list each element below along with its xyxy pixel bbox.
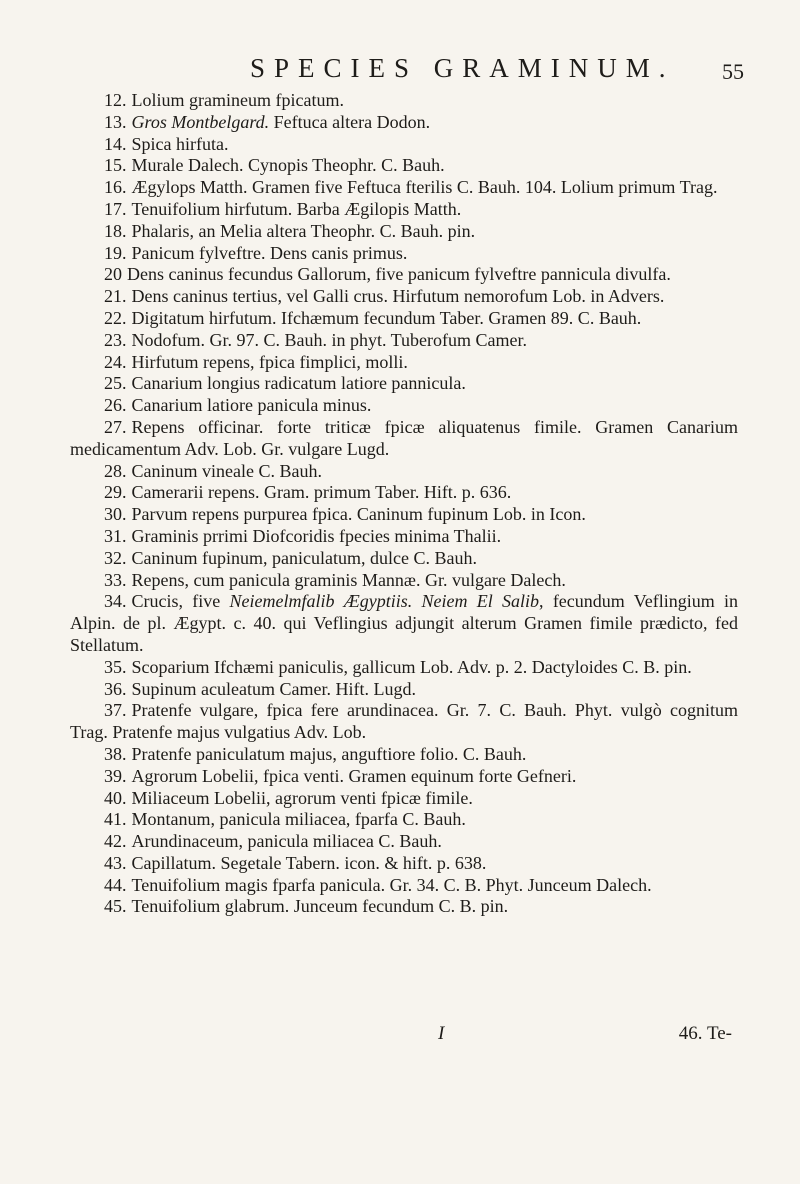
list-item: 39. Agrorum Lobelii, fpica venti. Gramen equinum forte Gefneri. xyxy=(104,765,577,786)
list-item: 16. Ægylops Matth. Gramen five Feftuca fterilis C. Bauh. 104. Lolium primum Trag. xyxy=(104,177,718,198)
list-item: 26. Canarium latiore panicula minus. xyxy=(104,395,372,416)
list-item: 14. Spica hirfuta. xyxy=(104,133,229,154)
list-item: 45. Tenuifolium glabrum. Junceum fecundum C. B. pin. xyxy=(104,896,509,917)
signature-mark: I xyxy=(438,1023,445,1044)
list-item: 25. Canarium longius radicatum latiore pannicula. xyxy=(104,373,466,394)
list-item: 21. Dens caninus tertius, vel Galli crus. Hirfutum nemorofum Lob. in Advers. xyxy=(104,286,665,307)
list-item: 44. Tenuifolium magis fparfa panicula. Gr. 34. C. B. Phyt. Junceum Dalech. xyxy=(104,874,652,895)
list-item: 22. Digitatum hirfutum. Ifchæmum fecundum Taber. Gramen 89. C. Bauh. xyxy=(104,307,642,328)
page-footer xyxy=(70,1022,738,1046)
list-item: 33. Repens, cum panicula graminis Mannæ. Gr. vulgare Dalech. xyxy=(104,569,566,590)
list-item: 43. Capillatum. Segetale Tabern. icon. & hift. p. 638. xyxy=(104,852,487,873)
list-item: 28. Caninum vineale C. Bauh. xyxy=(104,460,322,481)
running-title: SPECIES GRAMINUM. xyxy=(250,53,675,83)
list-item: 15. Murale Dalech. Cynopis Theophr. C. Bauh. xyxy=(104,155,445,176)
list-item: 19. Panicum fylveftre. Dens canis primus. xyxy=(104,242,408,263)
list-item: 31. Graminis prrimi Diofcoridis fpecies minima Thalii. xyxy=(104,525,502,546)
list-item: 37. Pratenfe vulgare, fpica fere arundinacea. Gr. 7. C. Bauh. Phyt. vulgò cognitum Trag. Pratenfe majus vulgatius Adv. Lob. xyxy=(70,700,738,743)
list-item: 40. Miliaceum Lobelii, agrorum venti fpicæ fimile. xyxy=(104,787,473,808)
list-item: 12. Lolium gramineum fpicatum. xyxy=(104,90,344,110)
catchword: 46. Te- xyxy=(678,1023,732,1044)
list-item: 27. Repens officinar. forte triticæ fpicæ aliquatenus fimile. Gramen Canarium medicamentum Adv. Lob. Gr. vulgare Lugd. xyxy=(70,416,738,459)
list-item: 20 Dens caninus fecundus Gallorum, five panicum fylveftre pannicula divulfa. xyxy=(104,264,671,285)
list-item: 41. Montanum, panicula miliacea, fparfa C. Bauh. xyxy=(104,809,466,830)
list-item: 34. Crucis, five Neiemelmfalib Ægyptiis. Neiem El Salib, fecundum Veflingium in Alpin. de pl. Ægypt. c. 40. qui Veflingius adjungit alterum Gramen fimile prædicto, fed Stellatum. xyxy=(70,591,738,655)
list-item: 17. Tenuifolium hirfutum. Barba Ægilopis Matth. xyxy=(104,198,462,219)
list-item: 23. Nodofum. Gr. 97. C. Bauh. in phyt. Tuberofum Camer. xyxy=(104,329,527,350)
list-item: 35. Scoparium Ifchæmi paniculis, gallicum Lob. Adv. p. 2. Dactyloides C. B. pin. xyxy=(104,656,692,677)
list-item: 36. Supinum aculeatum Camer. Hift. Lugd. xyxy=(104,678,416,699)
list-item: 13. Gros Montbelgard. Feftuca altera Dodon. xyxy=(104,111,431,132)
species-list xyxy=(70,90,738,918)
list-item: 18. Phalaris, an Melia altera Theophr. C. Bauh. pin. xyxy=(104,220,476,241)
list-item: 38. Pratenfe paniculatum majus, anguftiore folio. C. Bauh. xyxy=(104,743,527,764)
list-item: 30. Parvum repens purpurea fpica. Caninum fupinum Lob. in Icon. xyxy=(104,504,586,525)
list-item: 32. Caninum fupinum, paniculatum, dulce C. Bauh. xyxy=(104,547,477,568)
list-item: 29. Camerarii repens. Gram. primum Taber. Hift. p. 636. xyxy=(104,482,512,503)
list-item: 42. Arundinaceum, panicula miliacea C. Bauh. xyxy=(104,831,442,852)
list-item: 24. Hirfutum repens, fpica fimplici, molli. xyxy=(104,351,408,372)
page-number: 55 xyxy=(722,59,744,84)
